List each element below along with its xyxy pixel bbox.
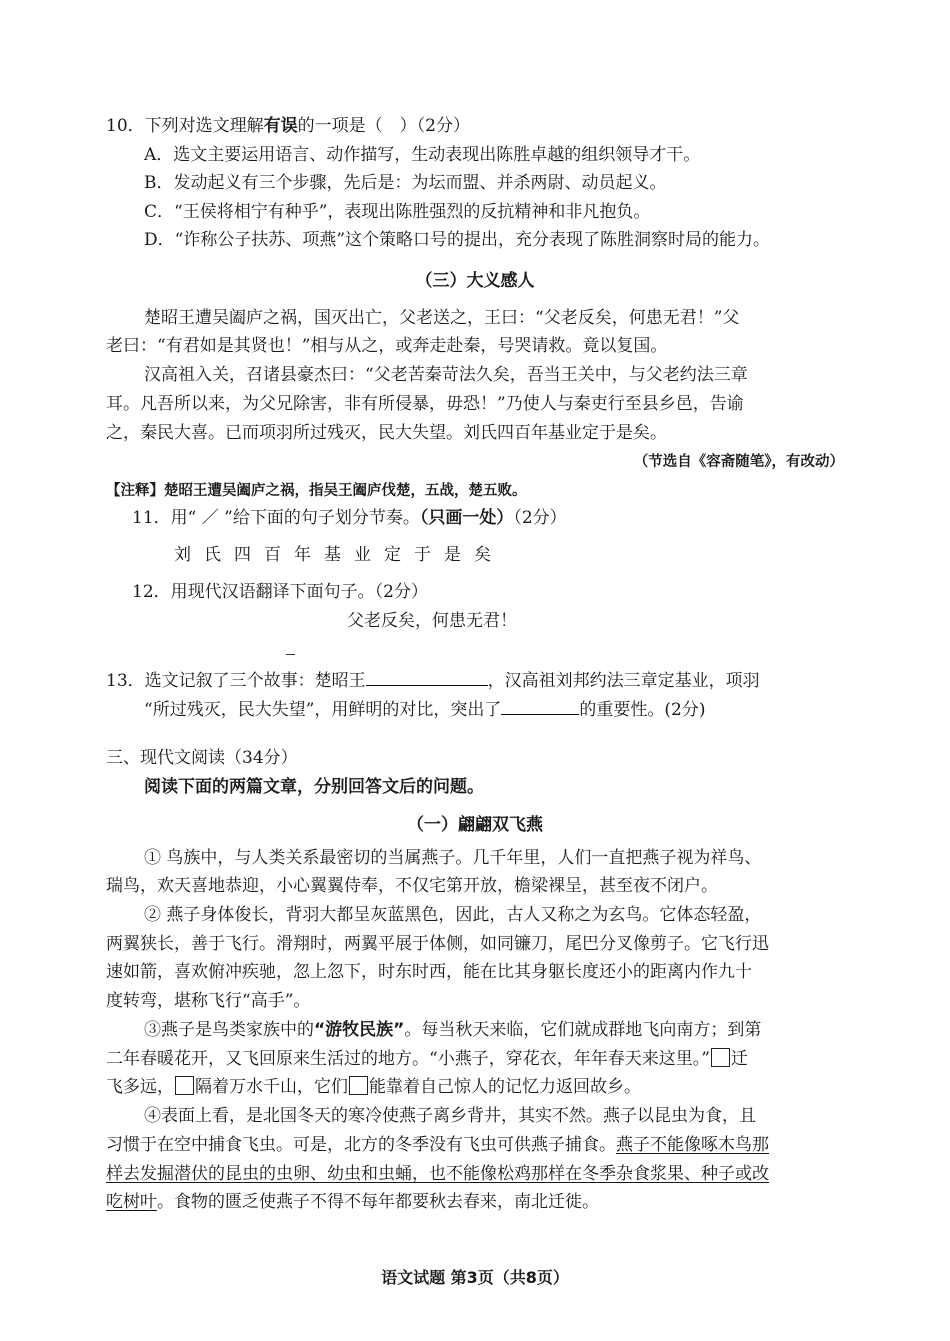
passage-line: 之，秦民大喜。已而项羽所过残灭，民大失望。刘氏四百年基业定于是矣。 <box>106 423 667 443</box>
answer-mark <box>286 654 295 655</box>
article-line: ② 燕子身体俊长，背羽大都呈灰蓝黑色，因此，古人又称之为玄鸟。它体态轻盈， <box>144 905 762 925</box>
article-line: ③燕子是鸟类家族中的“游牧民族”。每当秋天来临，它们就成群地飞向南方；到第 <box>144 1020 762 1040</box>
source-citation: （节选自《容斋随笔》，有改动） <box>633 454 844 470</box>
q10-option-c: C．“王侯将相宁有种乎”，表现出陈胜强烈的反抗精神和非凡抱负。 <box>144 202 651 222</box>
q13-line-2: “所过残灭，民大失望”，用鲜明的对比，突出了 的重要性。(2分) <box>144 696 705 722</box>
section-title: （三）大义感人 <box>415 271 535 291</box>
q12-sentence: 父老反矣，何患无君！ <box>347 611 517 631</box>
article-line: 吃树叶。食物的匮乏使燕子不得不每年都要秋去春来，南北迁徙。 <box>106 1192 599 1212</box>
annotation-note: 【注释】楚昭王遭吴阖庐之祸，指吴王阖庐伐楚，五战，楚五败。 <box>106 483 527 499</box>
underlined-sentence: 样去发掘潜伏的昆虫的虫卵、幼虫和虫蛹，也不能像松鸡那样在冬季杂食浆果、种子或改 <box>106 1164 769 1184</box>
part-heading: 三、现代文阅读（34分） <box>106 748 298 768</box>
q10-option-d: D．“诈称公子扶苏、项燕”这个策略口号的提出，充分表现了陈胜洞察时局的能力。 <box>144 230 771 250</box>
fill-box[interactable] <box>175 1076 194 1095</box>
q13-blank-2[interactable] <box>501 696 579 715</box>
article-line: 习惯于在空中捕食飞虫。可是，北方的冬季没有飞虫可供燕子捕食。燕子不能像啄木鸟那 <box>106 1135 769 1155</box>
page-footer: 语文试题 第3页（共8页） <box>381 1268 569 1287</box>
article-line: 瑞鸟，欢天喜地恭迎，小心翼翼侍奉，不仅宅第开放，檐梁裸呈，甚至夜不闭户。 <box>106 876 718 896</box>
q13-line-1: 13．选文记叙了三个故事：楚昭王 ，汉高祖刘邦约法三章定基业，项羽 <box>106 667 760 693</box>
article-line: 度转弯，堪称飞行“高手”。 <box>106 991 311 1011</box>
underlined-sentence: 燕子不能像啄木鸟那 <box>616 1135 769 1155</box>
article-line: 飞多远， 隔着万水千山，它们 能靠着自己惊人的记忆力返回故乡。 <box>106 1077 641 1097</box>
article-line: ④表面上看，是北国冬天的寒冷使燕子离乡背井，其实不然。燕子以昆虫为食，且 <box>144 1106 756 1126</box>
q12-stem: 12．用现代汉语翻译下面句子。（2分） <box>132 582 428 602</box>
article-title: （一）翩翩双飞燕 <box>407 815 543 835</box>
passage-line: 楚昭王遭吴阖庐之祸，国灭出亡，父老送之，王曰：“父老反矣，何患无君！”父 <box>144 308 740 328</box>
fill-box[interactable] <box>349 1076 368 1095</box>
passage-line: 耳。凡吾所以来，为父兄除害，非有所侵暴，毋恐！”乃使人与秦吏行至县乡邑，告谕 <box>106 394 744 414</box>
q11-sentence: 刘氏四百年基业定于是矣 <box>174 545 504 565</box>
passage-line: 汉高祖入关，召诸县豪杰曰：“父老苦秦苛法久矣，吾当王关中，与父老约法三章 <box>144 365 748 385</box>
q10-option-a: A．选文主要运用语言、动作描写，生动表现出陈胜卓越的组织领导才干。 <box>144 145 701 165</box>
underlined-sentence: 吃树叶 <box>106 1192 157 1212</box>
article-line: 两翼狭长，善于飞行。滑翔时，两翼平展于体侧，如同镰刀，尾巴分叉像剪子。它飞行迅 <box>106 934 769 954</box>
article-line: 速如箭，喜欢俯冲疾驰，忽上忽下，时东时西，能在比其身躯长度还小的距离内作九十 <box>106 962 752 982</box>
part-instruction: 阅读下面的两篇文章，分别回答文后的问题。 <box>144 777 484 797</box>
q10-option-b: B．发动起义有三个步骤，先后是：为坛而盟、并杀两尉、动员起义。 <box>144 173 667 193</box>
q10-stem: 10．下列对选文理解有误的一项是（ ）（2分） <box>106 116 470 136</box>
q13-blank-1[interactable] <box>366 667 488 686</box>
article-line <box>106 1162 769 1186</box>
article-line: 二年春暖花开，又飞回原来生活过的地方。“小燕子，穿花衣，年年春天来这里。” 迁 <box>106 1049 748 1069</box>
article-line: ① 鸟族中，与人类关系最密切的当属燕子。几千年里，人们一直把燕子视为祥鸟、 <box>144 848 762 868</box>
q11-stem: 11．用“ ／ ”给下面的句子划分节奏。（只画一处）（2分） <box>132 508 567 528</box>
fill-box[interactable] <box>711 1048 730 1067</box>
passage-line: 老曰：“有君如是其贤也！”相与从之，或奔走赴秦，号哭请救。竟以复国。 <box>106 336 668 356</box>
